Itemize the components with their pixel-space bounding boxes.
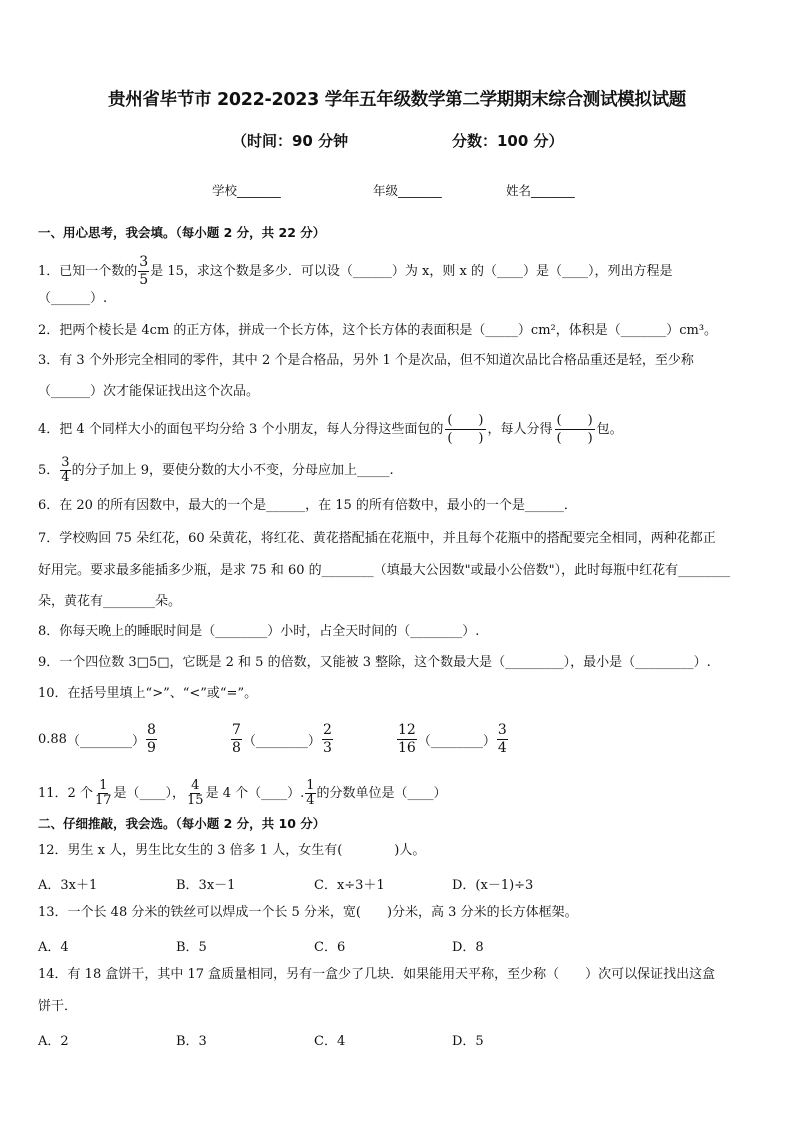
- compare-item-1: 0.88 （________） $\frac{8}{9}$: [38, 722, 156, 756]
- name-field: 姓名_______: [506, 183, 575, 198]
- fraction: $\frac{4}{15}$: [187, 778, 204, 808]
- fraction: $\frac{12}{16}$: [398, 722, 416, 756]
- fraction: $\frac{1}{4}$: [306, 778, 315, 808]
- q13-option-c: C．6: [314, 940, 346, 955]
- q13-option-a: A．4: [38, 940, 69, 955]
- fraction: $\frac{2}{3}$: [322, 722, 332, 756]
- question-3-line1: 3．有 3 个外形完全相同的零件，其中 2 个是合格品，另外 1 个是次品，但不知道次品比合格品重还是轻，至少称: [38, 353, 694, 368]
- question-1-line2: （______）.: [38, 291, 108, 306]
- question-7-line3: 朵，黄花有________朵。: [38, 594, 182, 609]
- q12-option-d: D．(x－1)÷3: [452, 878, 534, 893]
- question-6: 6．在 20 的所有因数中，最大的一个是______，在 15 的所有倍数中，最小的一个是______．: [38, 498, 577, 513]
- question-7-line1: 7．学校购回 75 朵红花，60 朵黄花，将红花、黄花搭配插在花瓶中，并且每个花瓶中的搭配要完全相同，两种花都正: [38, 531, 716, 546]
- question-5: 5． $\frac{3}{4}$ 的分子加上 9，要使分数的大小不变，分母应加上_____.: [38, 455, 394, 485]
- question-13: 13．一个长 48 分米的铁丝可以焊成一个长 5 分米，宽( )分米，高 3 分米的长方体框架。: [38, 905, 578, 920]
- fraction: $\frac{3}{5}$: [139, 254, 149, 288]
- question-10: 10．在括号里填上“>”、“<”或“=”。: [38, 686, 258, 701]
- exam-score: 分数：100 分）: [452, 132, 564, 150]
- section2-heading: 二、仔细推敲，我会选。（每小题 2 分，共 10 分）: [38, 816, 326, 831]
- question-3-line2: （______）次才能保证找出这个次品。: [38, 384, 260, 399]
- fraction: $\frac{7}{8}$: [232, 722, 241, 756]
- question-14-line2: 饼干．: [38, 999, 78, 1014]
- q14-option-c: C．4: [314, 1034, 346, 1049]
- fraction: $\frac{1}{17}$: [94, 778, 112, 808]
- q14-option-b: B．3: [176, 1034, 207, 1049]
- q14-option-d: D．5: [452, 1034, 484, 1049]
- question-7-line2: 好用完。要求最多能插多少瓶，是求 75 和 60 的________（填最大公因数"或最小公倍数"），此时每瓶中红花有________: [38, 563, 731, 578]
- section1-heading: 一、用心思考，我会填。（每小题 2 分，共 22 分）: [38, 225, 326, 240]
- question-4: 4．把 4 个同样大小的面包平均分给 3 个小朋友，每人分得这些面包的 $\frac{( )}{( )}$ ，每人分得 $\frac{( )}{( )}$ 包。: [38, 413, 623, 446]
- q12-option-a: A．3x＋1: [38, 878, 98, 893]
- fraction: $\frac{3}{4}$: [497, 722, 507, 756]
- question-11: 11．2 个 $\frac{1}{17}$ 是（____）， $\frac{4}{15}$ 是 4 个（____）. $\frac{1}{4}$ 的分数单位是（____）: [38, 778, 447, 808]
- exam-title: 贵州省毕节市 2022-2023 学年五年级数学第二学期期末综合测试模拟试题: [108, 90, 686, 110]
- grade-field: 年级_______: [373, 183, 442, 198]
- question-12: 12．男生 x 人，男生比女生的 3 倍多 1 人，女生有( )人。: [38, 843, 426, 858]
- question-9: 9．一个四位数 3□5□，它既是 2 和 5 的倍数，又能被 3 整除，这个数最大是（_________），最小是（_________）.: [38, 655, 711, 670]
- q14-option-a: A．2: [38, 1034, 69, 1049]
- q13-option-b: B．5: [176, 940, 207, 955]
- q12-option-b: B．3x－1: [176, 878, 236, 893]
- question-1-line1: 1．已知一个数的 $\frac{3}{5}$ 是 15，求这个数是多少．可以设（______）为 x，则 x 的（____）是（____），列出方程是: [38, 254, 673, 288]
- q12-option-c: C．x÷3＋1: [314, 878, 385, 893]
- fraction: $\frac{3}{4}$: [61, 455, 70, 485]
- fraction: $\frac{8}{9}$: [146, 722, 156, 756]
- school-field: 学校_______: [212, 183, 281, 198]
- question-8: 8．你每天晚上的睡眠时间是（________）小时，占全天时间的（________）.: [38, 624, 480, 639]
- blank-fraction: $\frac{( )}{( )}$: [447, 413, 484, 446]
- compare-item-2: $\frac{7}{8}$ （________） $\frac{2}{3}$: [232, 722, 332, 756]
- q13-option-d: D．8: [452, 940, 484, 955]
- question-2: 2．把两个棱长是 4cm 的正方体，拼成一个长方体，这个长方体的表面积是（_____）cm²，体积是（_______）cm³。: [38, 323, 718, 338]
- exam-time: （时间：90 分钟: [232, 132, 349, 150]
- question-14-line1: 14．有 18 盒饼干，其中 17 盒质量相同，另有一盒少了几块．如果能用天平称，至少称（ ）次可以保证找出这盒: [38, 967, 716, 982]
- compare-item-3: $\frac{12}{16}$ （________） $\frac{3}{4}$: [398, 722, 507, 756]
- blank-fraction: $\frac{( )}{( )}$: [556, 413, 593, 446]
